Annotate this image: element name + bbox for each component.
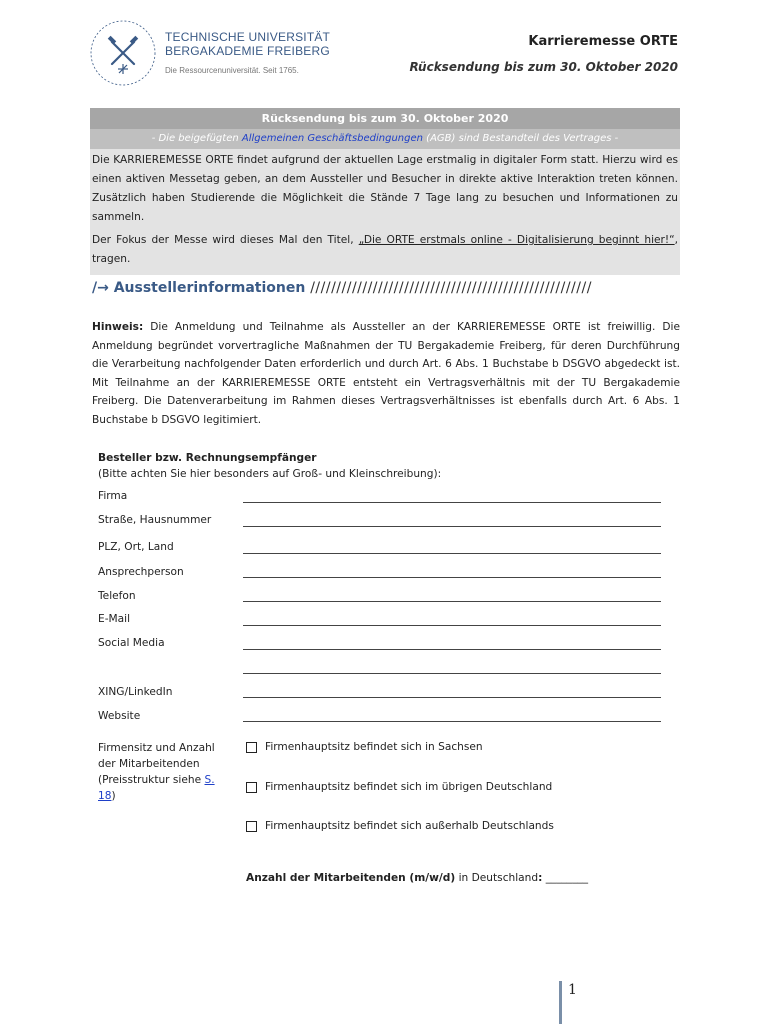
field-input-xing[interactable]: [243, 697, 661, 698]
price-suffix: ): [111, 790, 116, 802]
agb-prefix: - Die beigefügten: [151, 133, 242, 144]
section-title: Ausstellerinformationen: [113, 280, 306, 296]
field-label-xing: XING/LinkedIn: [98, 686, 173, 698]
billing-note: (Bitte achten Sie hier besonders auf Groß- und Kleinschreibung):: [98, 468, 442, 480]
banner-deadline: Rücksendung bis zum 30. Oktober 2020: [90, 108, 680, 129]
notice-label: Hinweis:: [92, 321, 144, 333]
price-structure-note: [98, 772, 228, 804]
employee-count-colon: :: [538, 872, 543, 884]
para2-suffix: , tragen.: [92, 234, 678, 265]
checkbox-row-deutschland[interactable]: [246, 781, 552, 793]
field-label-email: E-Mail: [98, 613, 131, 625]
notice-text: Die Anmeldung und Teilnahme als Aussteller an der KARRIEREMESSE ORTE ist freiwillig. Die Anmeldung begründet vorvertragliche Maßnahmen der TU Bergakademie Freiberg, für deren Durchführung die Verarbeitung nachfolgender Daten erforderlich und durch Art. 6 Abs. 1 Buchstabe b DSGVO abgedeckt ist. Mit Teilnahme an der KARRIEREMESSE ORTE entsteht ein Vertragsverhältnis mit der TU Bergakademie Freiberg. Die Datenverarbeitung im Rahmen dieses Vertragsverhältnisses ist ebenfalls durch Art. 6 Abs. 1 Buchstabe b DSGVO legitimiert.: [92, 321, 680, 426]
university-name-line1: TECHNISCHE UNIVERSITÄT: [165, 30, 331, 44]
arrow-icon: /→: [92, 280, 109, 296]
field-label-telefon: Telefon: [98, 590, 136, 602]
field-label-plz: PLZ, Ort, Land: [98, 541, 174, 553]
field-label-website: Website: [98, 710, 141, 722]
employee-count-label: Anzahl der Mitarbeitenden (m/w/d): [246, 872, 456, 884]
document-deadline: Rücksendung bis zum 30. Oktober 2020: [409, 60, 678, 74]
checkbox-row-sachsen[interactable]: [246, 741, 483, 753]
field-input-firma[interactable]: [243, 502, 661, 503]
checkbox-row-ausland[interactable]: [246, 820, 554, 832]
headquarters-title: Firmensitz und Anzahl der Mitarbeitenden: [98, 742, 215, 770]
checkbox-sachsen[interactable]: [246, 742, 257, 753]
checkbox-label-deutschland: Firmenhauptsitz befindet sich im übrigen Deutschland: [265, 781, 553, 793]
checkbox-ausland[interactable]: [246, 821, 257, 832]
fair-title: „Die ORTE erstmals online - Digitalisierung beginnt hier!“: [358, 234, 675, 246]
field-input-plz[interactable]: [243, 553, 661, 554]
field-label-strasse: Straße, Hausnummer: [98, 514, 212, 526]
employee-count-country: in Deutschland: [455, 872, 539, 884]
field-input-social-media[interactable]: [243, 649, 661, 650]
employee-count-blank[interactable]: ________: [542, 872, 589, 884]
billing-title: Besteller bzw. Rechnungsempfänger: [98, 452, 317, 464]
headquarters-label: [98, 740, 228, 804]
checkbox-label-ausland: Firmenhauptsitz befindet sich außerhalb Deutschlands: [265, 820, 554, 832]
university-seal-logo: [88, 18, 158, 88]
field-label-social-media: Social Media: [98, 637, 165, 649]
section-divider: //////////////////////////////////////////////////////: [310, 280, 592, 296]
banner-paragraph-2: [92, 231, 678, 269]
page-number-bar: [559, 981, 562, 1024]
employee-count-field[interactable]: [246, 872, 588, 884]
field-label-firma: Firma: [98, 490, 128, 502]
banner-body: [90, 149, 680, 275]
field-label-ansprechperson: Ansprechperson: [98, 566, 184, 578]
document-title: Karrieremesse ORTE: [528, 34, 678, 49]
agb-suffix: (AGB) sind Bestandteil des Vertrages -: [423, 133, 619, 144]
agb-link[interactable]: Allgemeinen Geschäftsbedingungen: [241, 133, 423, 144]
price-structure-link[interactable]: S. 18: [98, 774, 215, 802]
privacy-notice: [92, 318, 680, 430]
field-input-strasse[interactable]: [243, 526, 661, 527]
field-input-social-media-2[interactable]: [243, 673, 661, 674]
checkbox-label-sachsen: Firmenhauptsitz befindet sich in Sachsen: [265, 741, 483, 753]
banner-agb-note: [90, 129, 680, 149]
field-input-website[interactable]: [243, 721, 661, 722]
checkbox-deutschland[interactable]: [246, 782, 257, 793]
billing-heading: [98, 450, 441, 482]
price-prefix: (Preisstruktur siehe: [98, 774, 205, 786]
banner-paragraph-1: Die KARRIEREMESSE ORTE findet aufgrund der aktuellen Lage erstmalig in digitaler Form statt. Hierzu wird es einen aktiven Messetag geben, an dem Aussteller und Besucher in direkte aktive Interaktion treten können. Zusätzlich haben Studierende die Möglichkeit die Stände 7 Tage lang zu besuchen und Informationen zu sammeln.: [92, 154, 678, 223]
university-name: [165, 30, 330, 58]
para2-prefix: Der Fokus der Messe wird dieses Mal den Titel,: [92, 234, 359, 246]
field-input-telefon[interactable]: [243, 601, 661, 602]
field-input-email[interactable]: [243, 625, 661, 626]
university-tagline: Die Ressourcenuniversität. Seit 1765.: [165, 66, 299, 75]
info-banner: [90, 108, 680, 275]
section-heading: [92, 280, 592, 296]
page-number: 1: [568, 982, 577, 998]
field-input-ansprechperson[interactable]: [243, 577, 661, 578]
university-name-line2: BERGAKADEMIE FREIBERG: [165, 44, 330, 58]
